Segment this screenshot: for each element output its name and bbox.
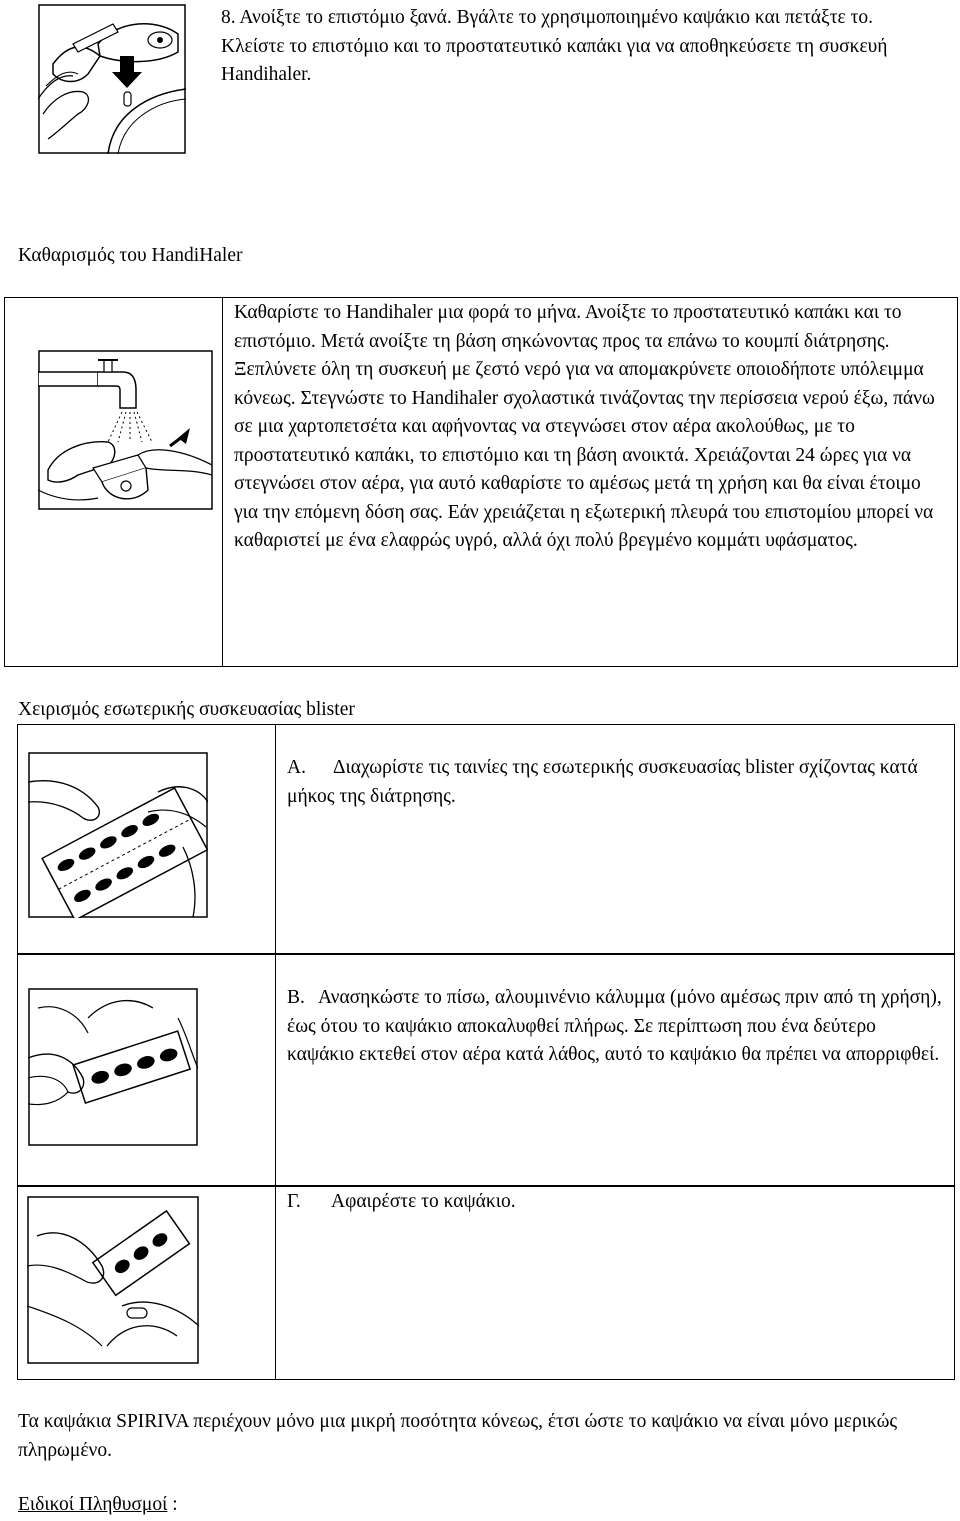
remove-capsule-icon <box>27 1196 199 1364</box>
step-a-label: Α. <box>287 757 306 778</box>
step-a-text: Διαχωρίστε τις ταινίες της εσωτερικής συσκευασίας blister σχίζοντας κατά μήκος της διάτρησης. <box>287 757 918 807</box>
separate-blister-strips-icon <box>28 752 208 918</box>
cleaning-text: Καθαρίστε το Handihaler μια φορά το μήνα. Ανοίξτε το προστατευτικό καπάκι και το επιστόμιο. Μετά ανοίξτε τη βάση σηκώνοντας προς τα επάνω το κουμπί διάτρησης. Ξεπλύνετε όλη τη συσκευή με ζεστό νερό για να απομακρύνετε οποιοδήποτε υπόλειμμα κόνεως. Στεγνώστε το Handihaler σχολαστικά τινάζοντας την περίσσεια νερού έξω, πάνω σε μια χαρτοπετσέτα και αφήνοντας να στεγνώσει στον αέρα ακολούθως, με το προστατευτικό καπάκι, το επιστόμιο και τη βάση ανοικτά. Χρειάζονται 24 ώρες για να στεγνώσει στον αέρα, για αυτό καθαρίστε το αμέσως μετά τη χρήση και θα είναι έτοιμο για την επόμενη δόση σας. Εάν χρειάζεται η εξωτερική πλευρά του επιστομίου μπορεί να καθαριστεί με ένα ελαφρώς υγρό, αλλά όχι πολύ βρεγμένο κομμάτι υφάσματος. <box>234 302 935 551</box>
step-a-divider <box>275 724 276 954</box>
step-c-illustration <box>27 1196 199 1364</box>
blister-heading: Χειρισμός εσωτερικής συσκευασίας blister <box>18 699 355 720</box>
step-b-divider <box>275 954 276 1186</box>
cleaning-divider <box>222 297 223 667</box>
special-populations-heading <box>18 1491 178 1520</box>
tap-rinsing-icon <box>38 350 213 510</box>
step-b-illustration <box>28 988 198 1146</box>
step8-illustration <box>38 4 186 154</box>
step-c-divider <box>275 1186 276 1380</box>
cleaning-illustration <box>38 350 213 510</box>
special-populations-colon: : <box>172 1494 178 1515</box>
step-c-label: Γ. <box>287 1191 301 1212</box>
step8-text: 8. Ανοίξτε το επιστόμιο ξανά. Βγάλτε το χρησιμοποιημένο καψάκιο και πετάξτε το. Κλείστε το επιστόμιο και το προστατευτικό καπάκι για να αποθηκεύσετε τη συσκευή Handihaler. <box>221 7 888 85</box>
special-populations-label: Ειδικοί Πληθυσμοί <box>18 1494 168 1515</box>
step-c-text: Αφαιρέστε το καψάκιο. <box>331 1191 516 1212</box>
cleaning-heading: Καθαρισμός του HandiHaler <box>18 245 243 266</box>
step-b-text: Ανασηκώστε το πίσω, αλουμινένιο κάλυμμα (μόνο αμέσως πριν από τη χρήση), έως ότου το καψάκιο αποκαλυφθεί πλήρως. Σε περίπτωση που ένα δεύτερο καψάκιο εκτεθεί στον αέρα κατά λάθος, αυτό το καψάκιο θα πρέπει να απορριφθεί. <box>287 987 942 1065</box>
step-b-label: B. <box>287 987 305 1008</box>
handihaler-open-mouthpiece-icon <box>38 4 186 154</box>
peel-foil-icon <box>28 988 198 1146</box>
step-a-illustration <box>28 752 208 918</box>
capsule-note-text: Τα καψάκια SPIRIVA περιέχουν μόνο μια μικρή ποσότητα κόνεως, έτσι ώστε το καψάκιο να είναι μόνο μερικώς πληρωμένο. <box>18 1411 898 1461</box>
